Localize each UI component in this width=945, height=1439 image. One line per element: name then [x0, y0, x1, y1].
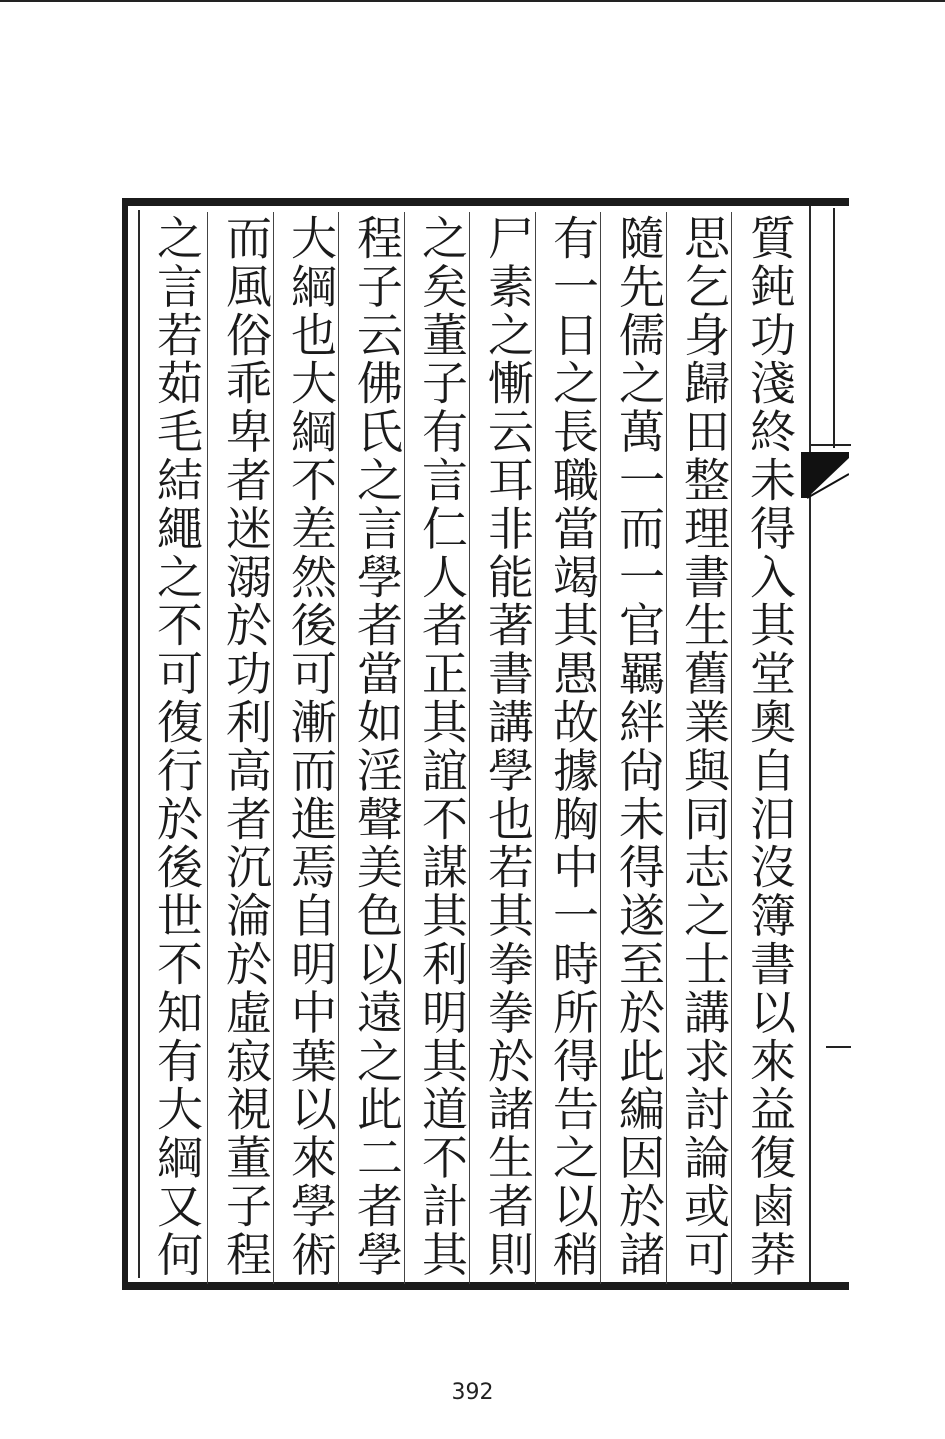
column-divider [469, 212, 470, 1284]
frame-left-inner-rule [138, 210, 140, 1278]
frame-left-border [122, 198, 128, 1290]
fishtail-mark-icon [801, 452, 849, 512]
column-divider [404, 212, 405, 1284]
column-divider [731, 212, 732, 1284]
text-column-4: 有一日之長職當竭其愚故據胸中一時所得告之以稍 [546, 214, 600, 1279]
text-column-3: 隨先儒之萬一而一官羈絆尙未得遂至於此編因於諸 [612, 214, 666, 1279]
text-column-7: 程子云佛氏之言學者當如淫聲美色以遠之此二者學 [350, 214, 404, 1279]
page-number: 392 [451, 1380, 494, 1405]
column-divider [600, 212, 601, 1284]
column-divider [338, 212, 339, 1284]
text-column-2: 思乞身歸田整理書生舊業與同志之士講求討論或可 [677, 214, 731, 1279]
fold-margin-lower-rule [826, 1046, 851, 1048]
text-column-5: 尸素之慚云耳非能著書講學也若其拳拳於諸生者則 [481, 214, 535, 1279]
fold-margin-box [833, 208, 853, 448]
frame-top-border [122, 198, 849, 206]
column-divider [666, 212, 667, 1284]
column-divider [207, 212, 208, 1284]
frame-right-border [809, 206, 811, 1282]
text-column-8: 大綱也大綱不差然後可漸而進焉自明中葉以來學術 [284, 214, 338, 1279]
text-column-9: 而風俗乖卑者迷溺於功利高者沉淪於虛寂視董子程 [219, 214, 273, 1279]
text-column-1: 質鈍功淺終未得入其堂奧自汨沒簿書以來益復鹵莽 [743, 214, 797, 1279]
text-column-6: 之矣董子有言仁人者正其誼不謀其利明其道不計其 [415, 214, 469, 1279]
text-column-10: 之言若茹毛結繩之不可復行於後世不知有大綱又何 [150, 214, 204, 1279]
column-divider [535, 212, 536, 1284]
top-edge-rule [0, 0, 945, 2]
fold-margin-rule [811, 444, 851, 446]
column-divider [273, 212, 274, 1284]
